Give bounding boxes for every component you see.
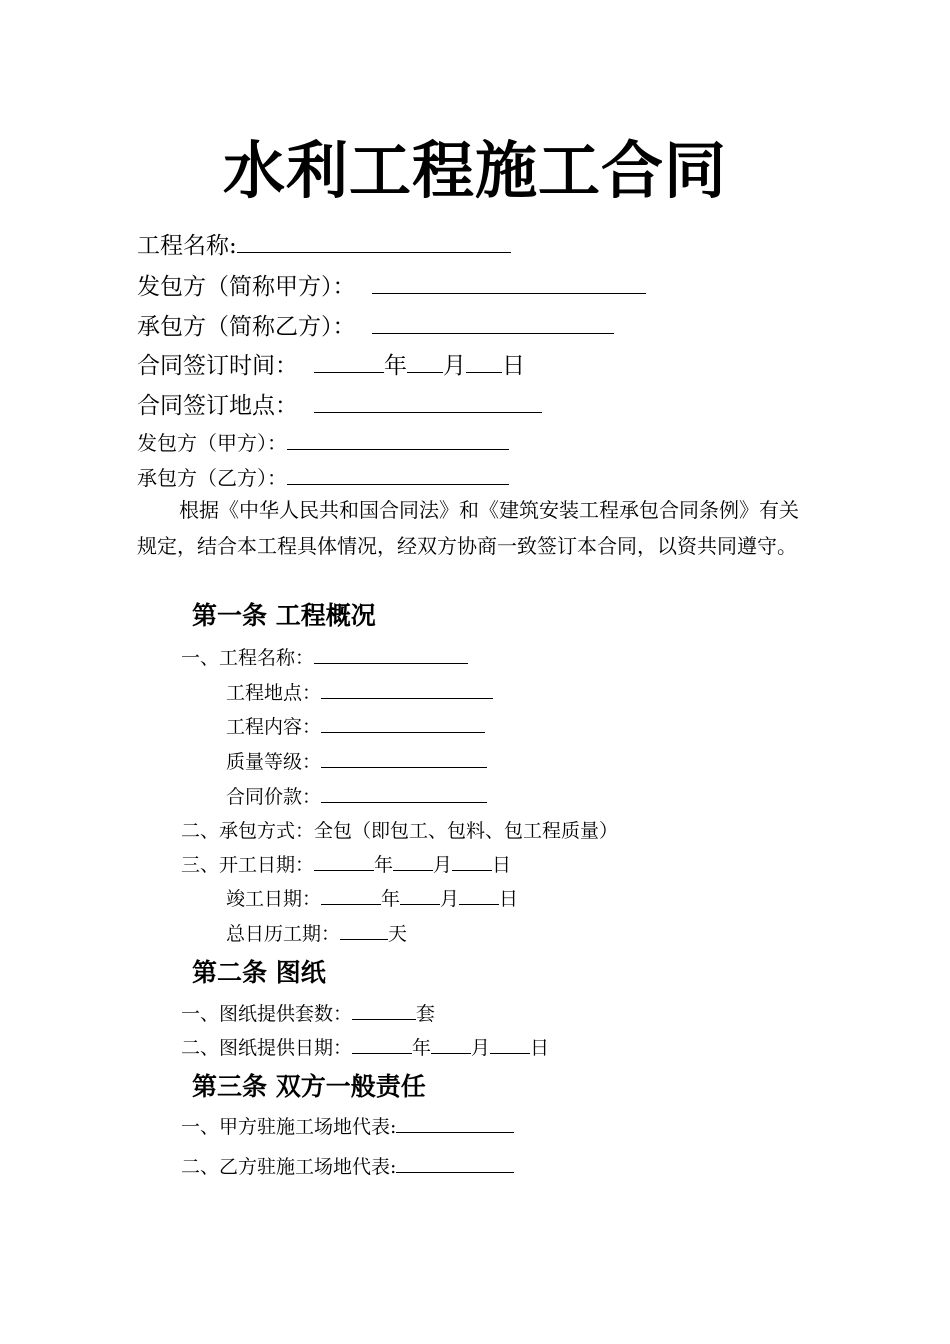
field-label: 竣工日期： bbox=[226, 888, 322, 910]
blank-line[interactable] bbox=[287, 465, 509, 485]
blank-day[interactable] bbox=[466, 350, 502, 373]
a1-contract-price bbox=[226, 782, 487, 809]
article3-heading: 第三条 双方一般责任 bbox=[192, 1072, 426, 1101]
field-sign-date bbox=[137, 347, 525, 380]
unit-year: 年 bbox=[381, 888, 401, 910]
field-contractor bbox=[137, 308, 614, 341]
field-label: 合同价款： bbox=[226, 786, 322, 808]
blank-line[interactable] bbox=[372, 271, 646, 294]
blank-line[interactable] bbox=[396, 1154, 514, 1173]
blank-line[interactable] bbox=[237, 230, 511, 253]
field-project-name bbox=[137, 227, 511, 260]
field-label: 总日历工期： bbox=[226, 923, 341, 945]
unit-day: 日 bbox=[502, 353, 525, 379]
a1-project-name bbox=[181, 643, 468, 670]
a2-drawing-date bbox=[181, 1033, 549, 1060]
preamble-paragraph bbox=[137, 492, 817, 564]
blank-line[interactable] bbox=[396, 1114, 514, 1133]
field-label: 发包方（甲方）： bbox=[137, 431, 287, 455]
a1-project-content bbox=[226, 712, 485, 739]
a1-quality-grade bbox=[226, 747, 487, 774]
blank-line[interactable] bbox=[340, 921, 388, 940]
field-employer-short bbox=[137, 427, 509, 456]
blank-month[interactable] bbox=[400, 886, 440, 905]
field-label: 质量等级： bbox=[226, 751, 322, 773]
unit-year: 年 bbox=[412, 1037, 432, 1059]
blank-day[interactable] bbox=[452, 852, 492, 871]
blank-line[interactable] bbox=[352, 1001, 416, 1020]
a1-contract-mode: 二、承包方式：全包（即包工、包料、包工程质量） bbox=[181, 820, 619, 842]
blank-line[interactable] bbox=[314, 645, 468, 664]
field-label: 承包方（乙方）： bbox=[137, 466, 287, 490]
blank-line[interactable] bbox=[287, 430, 509, 450]
field-label: 合同签订时间： bbox=[137, 353, 298, 379]
unit-day: 日 bbox=[530, 1037, 550, 1059]
blank-line[interactable] bbox=[321, 784, 487, 803]
unit-year: 年 bbox=[384, 353, 407, 379]
a2-drawing-sets bbox=[181, 999, 435, 1026]
field-label: 二、乙方驻施工场地代表: bbox=[181, 1156, 397, 1178]
field-label: 工程内容： bbox=[226, 716, 322, 738]
field-label: 工程名称: bbox=[137, 233, 237, 259]
field-label: 合同签订地点： bbox=[137, 393, 298, 419]
blank-line[interactable] bbox=[372, 311, 614, 334]
blank-month[interactable] bbox=[393, 852, 433, 871]
field-label: 承包方（简称乙方）： bbox=[137, 314, 356, 340]
field-employer bbox=[137, 268, 646, 301]
blank-year[interactable] bbox=[321, 886, 381, 905]
unit-month: 月 bbox=[443, 353, 466, 379]
a1-finish-date bbox=[226, 884, 518, 911]
blank-line[interactable] bbox=[314, 390, 542, 413]
field-label: 发包方（简称甲方）： bbox=[137, 274, 356, 300]
unit-day: 日 bbox=[499, 888, 519, 910]
a1-total-duration bbox=[226, 919, 407, 946]
blank-year[interactable] bbox=[314, 852, 374, 871]
blank-day[interactable] bbox=[490, 1035, 530, 1054]
article2-heading: 第二条 图纸 bbox=[192, 958, 326, 987]
blank-year[interactable] bbox=[314, 350, 384, 373]
field-label: 三、开工日期： bbox=[181, 854, 315, 876]
blank-month[interactable] bbox=[407, 350, 443, 373]
blank-line[interactable] bbox=[321, 680, 493, 699]
blank-line[interactable] bbox=[321, 714, 485, 733]
field-label: 工程地点： bbox=[226, 682, 322, 704]
blank-year[interactable] bbox=[352, 1035, 412, 1054]
blank-line[interactable] bbox=[321, 749, 487, 768]
blank-month[interactable] bbox=[431, 1035, 471, 1054]
a3-employer-representative bbox=[181, 1112, 514, 1139]
document-title: 水利工程施工合同 bbox=[222, 134, 727, 207]
unit-set: 套 bbox=[416, 1003, 436, 1025]
unit-month: 月 bbox=[471, 1037, 491, 1059]
field-label: 一、图纸提供套数： bbox=[181, 1003, 353, 1025]
preamble-text: 根据《中华人民共和国合同法》和《建筑安装工程承包合同条例》有关规定，结合本工程具体情况，经双方协商一致签订本合同，以资共同遵守。 bbox=[137, 498, 799, 558]
field-contractor-short bbox=[137, 462, 509, 491]
blank-day[interactable] bbox=[459, 886, 499, 905]
unit-year: 年 bbox=[374, 854, 394, 876]
a1-project-place bbox=[226, 678, 493, 705]
field-label: 一、甲方驻施工场地代表: bbox=[181, 1116, 397, 1138]
field-sign-place bbox=[137, 387, 542, 420]
field-label: 二、图纸提供日期： bbox=[181, 1037, 353, 1059]
unit-month: 月 bbox=[440, 888, 460, 910]
unit-month: 月 bbox=[433, 854, 453, 876]
unit-day: 日 bbox=[492, 854, 512, 876]
field-label: 一、工程名称： bbox=[181, 647, 315, 669]
a1-start-date bbox=[181, 850, 511, 877]
article1-heading: 第一条 工程概况 bbox=[192, 601, 376, 630]
a3-contractor-representative bbox=[181, 1152, 514, 1179]
unit-day-count: 天 bbox=[388, 923, 408, 945]
